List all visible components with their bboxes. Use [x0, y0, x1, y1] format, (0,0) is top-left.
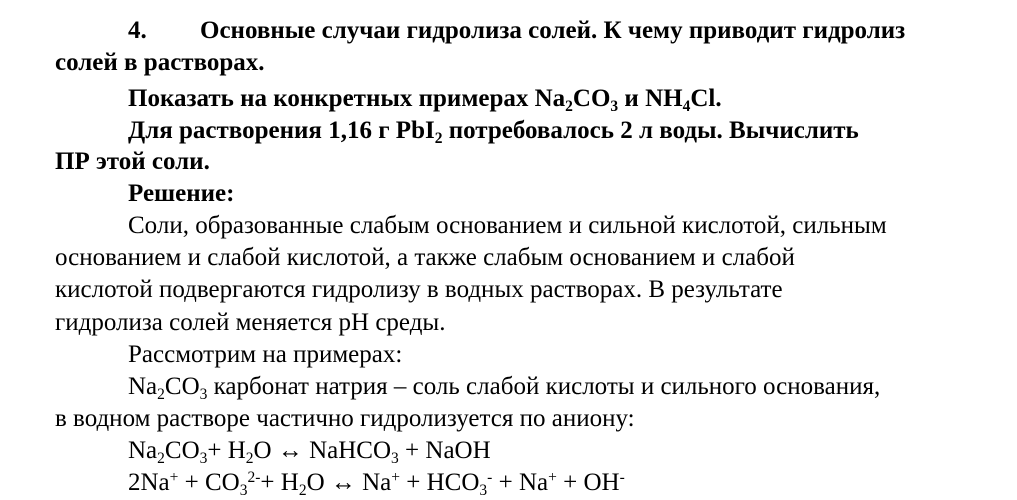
solution-para1-line3: кислотой подвергаются гидролизу в водных растворах. В результате — [55, 276, 783, 303]
eq2-sub: 3 — [479, 481, 488, 499]
eq2-part: + OH — [556, 469, 620, 496]
solution-para1-line1: Соли, образованные слабым основанием и сильной кислотой, сильным — [128, 212, 887, 239]
eq2-sup: - — [619, 469, 625, 487]
para3-co: CO — [164, 373, 200, 400]
eq2-part: + CO — [178, 469, 240, 496]
eq2-sup: 2- — [247, 469, 261, 487]
eq1-part: Na — [128, 437, 158, 464]
eq1-part: + H — [207, 437, 246, 464]
task-dissolve-line1 — [128, 115, 1017, 146]
para3-sub1: 2 — [157, 385, 165, 403]
task-examples-line — [128, 83, 1017, 114]
equation-2 — [128, 467, 1017, 498]
eq1-sub: 3 — [199, 449, 208, 467]
solution-para3-line1 — [128, 371, 1017, 402]
solution-para1-line4: гидролиза солей меняется pH среды. — [55, 309, 446, 336]
eq2-part: + H — [260, 469, 299, 496]
para3-sub2: 3 — [199, 385, 208, 403]
task-heading-line1 — [0, 15, 1017, 46]
examples-sub1: 2 — [565, 97, 573, 115]
eq2-part: O ↔ Na — [306, 469, 392, 496]
solution-para1-line2: основанием и слабой кислотой, а также слабым основанием и слабой — [55, 244, 795, 271]
eq1-part: CO — [164, 437, 200, 464]
eq1-sub: 3 — [391, 449, 399, 467]
eq2-sup: - — [487, 469, 493, 487]
para3-rest: карбонат натрия – соль слабой кислоты и сильного основания, — [207, 373, 881, 400]
solution-para2: Рассмотрим на примерах: — [128, 341, 403, 368]
dissolve-suffix: потребовалось 2 л воды. Вычислить — [442, 117, 859, 144]
solution-para3-line2: в водном растворе частично гидролизуется по аниону: — [55, 405, 635, 432]
eq1-sub: 2 — [157, 449, 165, 467]
examples-prefix: Показать на конкретных примерах Na — [128, 85, 566, 112]
eq1-part: O ↔ NaHCO — [253, 437, 392, 464]
eq2-sup: + — [391, 469, 401, 487]
eq2-part: 2Na — [128, 469, 170, 496]
eq1-part: + NaOH — [398, 437, 491, 464]
para3-na: Na — [128, 373, 158, 400]
examples-mid: CO — [572, 85, 611, 112]
examples-mid2: и NH — [618, 85, 683, 112]
eq2-part: + Na — [492, 469, 549, 496]
equation-1 — [128, 435, 1017, 466]
task-heading-text: Основные случаи гидролиза солей. К чему приводит гидролиз — [200, 17, 906, 44]
examples-sub3: 4 — [682, 97, 691, 115]
eq2-sub: 3 — [239, 481, 248, 499]
dissolve-sub: 2 — [434, 129, 443, 147]
task-heading-line2: солей в растворах. — [55, 49, 265, 76]
eq2-part: + HCO — [400, 469, 480, 496]
task-number: 4. — [128, 17, 147, 44]
eq2-sub: 2 — [298, 481, 307, 499]
task-dissolve-line2: ПР этой соли. — [55, 148, 210, 175]
eq1-sub: 2 — [245, 449, 254, 467]
eq2-sup: + — [548, 469, 557, 487]
solution-title: Решение: — [128, 180, 235, 207]
examples-suffix: Cl. — [690, 85, 722, 112]
dissolve-prefix: Для растворения 1,16 г PbI — [128, 117, 435, 144]
eq2-sup: + — [169, 469, 179, 487]
examples-sub2: 3 — [610, 97, 619, 115]
